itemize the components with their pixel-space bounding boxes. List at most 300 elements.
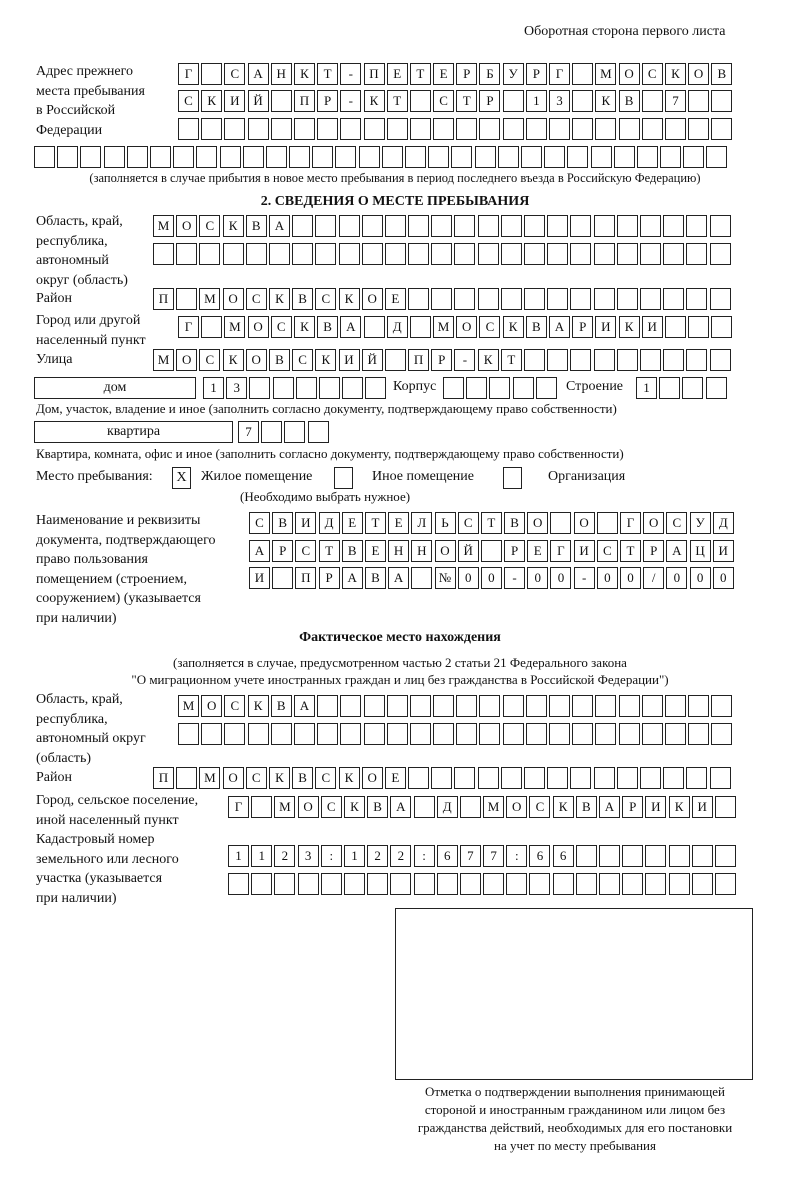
char-cell[interactable]: 1 <box>251 845 272 867</box>
char-cell[interactable]: Р <box>643 540 664 562</box>
char-cell[interactable] <box>201 723 222 745</box>
char-cell[interactable] <box>408 243 429 265</box>
char-cell[interactable] <box>501 215 522 237</box>
char-cell[interactable] <box>387 695 408 717</box>
actual-district-row[interactable] <box>153 767 733 789</box>
char-cell[interactable] <box>544 146 565 168</box>
apt-type-field[interactable]: квартира <box>34 421 233 443</box>
char-cell[interactable] <box>642 90 663 112</box>
char-cell[interactable] <box>271 118 292 140</box>
char-cell[interactable] <box>549 695 570 717</box>
char-cell[interactable]: А <box>269 215 290 237</box>
char-cell[interactable] <box>451 146 472 168</box>
char-cell[interactable]: А <box>248 63 269 85</box>
char-cell[interactable]: И <box>295 512 316 534</box>
char-cell[interactable] <box>385 243 406 265</box>
char-cell[interactable] <box>617 767 638 789</box>
char-cell[interactable]: : <box>506 845 527 867</box>
char-cell[interactable]: И <box>249 567 270 589</box>
char-cell[interactable]: П <box>408 349 429 371</box>
char-cell[interactable]: Р <box>526 63 547 85</box>
char-cell[interactable] <box>387 118 408 140</box>
char-cell[interactable]: С <box>224 695 245 717</box>
char-cell[interactable] <box>669 873 690 895</box>
char-cell[interactable]: Г <box>178 316 199 338</box>
char-cell[interactable]: У <box>503 63 524 85</box>
actual-city-row[interactable] <box>228 796 738 818</box>
char-cell[interactable] <box>479 723 500 745</box>
char-cell[interactable]: Е <box>365 540 386 562</box>
char-cell[interactable]: С <box>292 349 313 371</box>
char-cell[interactable] <box>475 146 496 168</box>
char-cell[interactable] <box>454 243 475 265</box>
char-cell[interactable]: А <box>599 796 620 818</box>
char-cell[interactable]: А <box>294 695 315 717</box>
char-cell[interactable] <box>196 146 217 168</box>
char-cell[interactable] <box>617 215 638 237</box>
char-cell[interactable]: С <box>199 349 220 371</box>
char-cell[interactable]: О <box>223 288 244 310</box>
char-cell[interactable] <box>640 288 661 310</box>
char-cell[interactable] <box>526 695 547 717</box>
char-cell[interactable] <box>454 767 475 789</box>
char-cell[interactable]: 7 <box>483 845 504 867</box>
char-cell[interactable] <box>414 796 435 818</box>
char-cell[interactable]: Р <box>319 567 340 589</box>
char-cell[interactable] <box>524 215 545 237</box>
char-cell[interactable] <box>567 146 588 168</box>
char-cell[interactable] <box>405 146 426 168</box>
char-cell[interactable]: 0 <box>620 567 641 589</box>
char-cell[interactable]: - <box>340 90 361 112</box>
char-cell[interactable]: В <box>317 316 338 338</box>
char-cell[interactable]: О <box>246 349 267 371</box>
char-cell[interactable] <box>479 118 500 140</box>
char-cell[interactable] <box>294 118 315 140</box>
char-cell[interactable]: 6 <box>529 845 550 867</box>
char-cell[interactable]: 7 <box>238 421 259 443</box>
char-cell[interactable] <box>660 146 681 168</box>
char-cell[interactable]: Р <box>622 796 643 818</box>
char-cell[interactable]: В <box>342 540 363 562</box>
char-cell[interactable]: С <box>295 540 316 562</box>
char-cell[interactable] <box>273 377 294 399</box>
char-cell[interactable]: П <box>294 90 315 112</box>
char-cell[interactable]: В <box>269 349 290 371</box>
char-cell[interactable] <box>549 118 570 140</box>
char-cell[interactable] <box>570 349 591 371</box>
char-cell[interactable]: О <box>643 512 664 534</box>
char-cell[interactable] <box>549 723 570 745</box>
char-cell[interactable]: 1 <box>344 845 365 867</box>
char-cell[interactable] <box>710 215 731 237</box>
char-cell[interactable] <box>298 873 319 895</box>
district-row[interactable] <box>153 288 733 310</box>
char-cell[interactable] <box>669 845 690 867</box>
char-cell[interactable]: С <box>246 288 267 310</box>
char-cell[interactable]: 2 <box>367 845 388 867</box>
char-cell[interactable] <box>364 118 385 140</box>
char-cell[interactable] <box>683 146 704 168</box>
char-cell[interactable] <box>289 146 310 168</box>
char-cell[interactable]: С <box>246 767 267 789</box>
char-cell[interactable]: - <box>504 567 525 589</box>
char-cell[interactable]: В <box>526 316 547 338</box>
char-cell[interactable]: Б <box>479 63 500 85</box>
char-cell[interactable] <box>513 377 534 399</box>
char-cell[interactable] <box>663 349 684 371</box>
char-cell[interactable]: В <box>619 90 640 112</box>
char-cell[interactable]: К <box>201 90 222 112</box>
char-cell[interactable] <box>431 215 452 237</box>
char-cell[interactable] <box>410 118 431 140</box>
char-cell[interactable] <box>271 90 292 112</box>
char-cell[interactable] <box>506 873 527 895</box>
char-cell[interactable] <box>390 873 411 895</box>
char-cell[interactable]: 0 <box>550 567 571 589</box>
char-cell[interactable] <box>315 243 336 265</box>
char-cell[interactable]: В <box>292 767 313 789</box>
char-cell[interactable]: М <box>595 63 616 85</box>
char-cell[interactable] <box>640 767 661 789</box>
char-cell[interactable]: Р <box>504 540 525 562</box>
char-cell[interactable] <box>292 243 313 265</box>
char-cell[interactable] <box>433 723 454 745</box>
char-cell[interactable]: А <box>666 540 687 562</box>
char-cell[interactable] <box>460 796 481 818</box>
char-cell[interactable] <box>319 377 340 399</box>
char-cell[interactable] <box>294 723 315 745</box>
char-cell[interactable] <box>686 288 707 310</box>
char-cell[interactable] <box>433 118 454 140</box>
char-cell[interactable] <box>340 118 361 140</box>
char-cell[interactable]: В <box>272 512 293 534</box>
char-cell[interactable]: А <box>390 796 411 818</box>
char-cell[interactable] <box>595 695 616 717</box>
char-cell[interactable] <box>503 695 524 717</box>
char-cell[interactable]: К <box>503 316 524 338</box>
char-cell[interactable] <box>614 146 635 168</box>
char-cell[interactable] <box>711 90 732 112</box>
char-cell[interactable]: О <box>456 316 477 338</box>
char-cell[interactable]: Т <box>620 540 641 562</box>
region-row-1[interactable] <box>153 215 733 237</box>
char-cell[interactable] <box>408 767 429 789</box>
char-cell[interactable]: Л <box>411 512 432 534</box>
char-cell[interactable] <box>576 873 597 895</box>
char-cell[interactable]: Й <box>458 540 479 562</box>
char-cell[interactable] <box>572 118 593 140</box>
char-cell[interactable]: К <box>344 796 365 818</box>
char-cell[interactable]: И <box>645 796 666 818</box>
char-cell[interactable]: Т <box>387 90 408 112</box>
char-cell[interactable]: Е <box>342 512 363 534</box>
char-cell[interactable]: 1 <box>526 90 547 112</box>
char-cell[interactable]: Е <box>388 512 409 534</box>
char-cell[interactable] <box>686 349 707 371</box>
char-cell[interactable]: № <box>435 567 456 589</box>
char-cell[interactable] <box>665 316 686 338</box>
char-cell[interactable]: 0 <box>690 567 711 589</box>
char-cell[interactable]: О <box>248 316 269 338</box>
char-cell[interactable]: И <box>692 796 713 818</box>
char-cell[interactable] <box>503 723 524 745</box>
char-cell[interactable] <box>572 63 593 85</box>
char-cell[interactable] <box>711 118 732 140</box>
prev-address-row-4[interactable] <box>34 146 730 168</box>
char-cell[interactable] <box>359 146 380 168</box>
char-cell[interactable]: А <box>249 540 270 562</box>
char-cell[interactable]: С <box>224 63 245 85</box>
char-cell[interactable]: К <box>619 316 640 338</box>
actual-region-row-2[interactable] <box>178 723 735 745</box>
char-cell[interactable] <box>335 146 356 168</box>
char-cell[interactable] <box>501 767 522 789</box>
char-cell[interactable]: К <box>294 63 315 85</box>
char-cell[interactable]: Р <box>572 316 593 338</box>
char-cell[interactable]: О <box>506 796 527 818</box>
char-cell[interactable] <box>665 723 686 745</box>
char-cell[interactable] <box>261 421 282 443</box>
char-cell[interactable] <box>498 146 519 168</box>
char-cell[interactable]: П <box>153 767 174 789</box>
char-cell[interactable]: С <box>315 767 336 789</box>
char-cell[interactable]: 0 <box>458 567 479 589</box>
char-cell[interactable] <box>251 873 272 895</box>
char-cell[interactable] <box>483 873 504 895</box>
doc-row-3[interactable] <box>249 567 736 589</box>
char-cell[interactable]: М <box>274 796 295 818</box>
char-cell[interactable]: Й <box>362 349 383 371</box>
char-cell[interactable] <box>594 767 615 789</box>
char-cell[interactable] <box>431 288 452 310</box>
char-cell[interactable] <box>688 118 709 140</box>
char-cell[interactable]: 0 <box>597 567 618 589</box>
char-cell[interactable] <box>595 118 616 140</box>
char-cell[interactable] <box>342 377 363 399</box>
char-cell[interactable]: 7 <box>665 90 686 112</box>
cadastre-row-1[interactable] <box>228 845 738 867</box>
char-cell[interactable] <box>414 873 435 895</box>
char-cell[interactable]: С <box>479 316 500 338</box>
char-cell[interactable]: О <box>176 215 197 237</box>
char-cell[interactable] <box>682 377 703 399</box>
char-cell[interactable] <box>711 723 732 745</box>
place-option-residential-checkbox[interactable]: X <box>172 467 191 489</box>
char-cell[interactable]: / <box>643 567 664 589</box>
char-cell[interactable] <box>456 723 477 745</box>
char-cell[interactable] <box>178 118 199 140</box>
char-cell[interactable] <box>428 146 449 168</box>
char-cell[interactable]: 0 <box>666 567 687 589</box>
place-option-other-checkbox[interactable] <box>334 467 353 489</box>
char-cell[interactable] <box>246 243 267 265</box>
char-cell[interactable]: Й <box>248 90 269 112</box>
char-cell[interactable] <box>367 873 388 895</box>
char-cell[interactable]: Р <box>431 349 452 371</box>
house-number-row[interactable] <box>203 377 389 399</box>
char-cell[interactable]: Г <box>549 63 570 85</box>
char-cell[interactable]: 1 <box>228 845 249 867</box>
char-cell[interactable] <box>340 723 361 745</box>
char-cell[interactable] <box>617 288 638 310</box>
char-cell[interactable]: О <box>619 63 640 85</box>
char-cell[interactable]: В <box>504 512 525 534</box>
char-cell[interactable] <box>547 767 568 789</box>
char-cell[interactable] <box>619 723 640 745</box>
char-cell[interactable] <box>454 288 475 310</box>
char-cell[interactable] <box>478 767 499 789</box>
char-cell[interactable]: О <box>298 796 319 818</box>
char-cell[interactable] <box>645 873 666 895</box>
char-cell[interactable] <box>317 695 338 717</box>
char-cell[interactable] <box>481 540 502 562</box>
char-cell[interactable]: Г <box>550 540 571 562</box>
char-cell[interactable]: А <box>340 316 361 338</box>
doc-row-1[interactable] <box>249 512 736 534</box>
char-cell[interactable] <box>251 796 272 818</box>
apt-number-row[interactable] <box>238 421 331 443</box>
char-cell[interactable]: О <box>688 63 709 85</box>
char-cell[interactable] <box>526 118 547 140</box>
char-cell[interactable] <box>622 873 643 895</box>
char-cell[interactable]: К <box>339 288 360 310</box>
char-cell[interactable]: О <box>435 540 456 562</box>
char-cell[interactable] <box>524 288 545 310</box>
char-cell[interactable] <box>706 146 727 168</box>
char-cell[interactable]: Е <box>433 63 454 85</box>
char-cell[interactable] <box>321 873 342 895</box>
char-cell[interactable] <box>637 146 658 168</box>
char-cell[interactable] <box>710 288 731 310</box>
char-cell[interactable]: У <box>690 512 711 534</box>
char-cell[interactable] <box>312 146 333 168</box>
char-cell[interactable] <box>431 243 452 265</box>
char-cell[interactable] <box>34 146 55 168</box>
char-cell[interactable] <box>153 243 174 265</box>
char-cell[interactable] <box>529 873 550 895</box>
char-cell[interactable]: Д <box>437 796 458 818</box>
char-cell[interactable]: 0 <box>481 567 502 589</box>
char-cell[interactable]: М <box>433 316 454 338</box>
char-cell[interactable]: И <box>713 540 734 562</box>
house-type-field[interactable]: дом <box>34 377 196 399</box>
char-cell[interactable]: П <box>153 288 174 310</box>
char-cell[interactable]: Е <box>385 767 406 789</box>
char-cell[interactable]: 2 <box>274 845 295 867</box>
char-cell[interactable] <box>199 243 220 265</box>
char-cell[interactable]: О <box>176 349 197 371</box>
char-cell[interactable] <box>364 316 385 338</box>
char-cell[interactable] <box>645 845 666 867</box>
char-cell[interactable]: О <box>574 512 595 534</box>
prev-address-row-2[interactable] <box>178 90 735 112</box>
char-cell[interactable] <box>80 146 101 168</box>
char-cell[interactable] <box>547 288 568 310</box>
char-cell[interactable]: Т <box>456 90 477 112</box>
char-cell[interactable] <box>591 146 612 168</box>
char-cell[interactable] <box>344 873 365 895</box>
char-cell[interactable] <box>292 215 313 237</box>
char-cell[interactable]: Т <box>319 540 340 562</box>
char-cell[interactable] <box>642 723 663 745</box>
char-cell[interactable] <box>663 243 684 265</box>
char-cell[interactable]: Е <box>527 540 548 562</box>
char-cell[interactable] <box>594 288 615 310</box>
char-cell[interactable] <box>617 349 638 371</box>
char-cell[interactable] <box>711 695 732 717</box>
char-cell[interactable] <box>266 146 287 168</box>
char-cell[interactable]: 1 <box>636 377 657 399</box>
char-cell[interactable]: - <box>454 349 475 371</box>
char-cell[interactable] <box>176 288 197 310</box>
actual-region-row-1[interactable] <box>178 695 735 717</box>
char-cell[interactable] <box>57 146 78 168</box>
char-cell[interactable]: К <box>553 796 574 818</box>
char-cell[interactable] <box>274 873 295 895</box>
char-cell[interactable] <box>710 243 731 265</box>
char-cell[interactable] <box>385 349 406 371</box>
char-cell[interactable] <box>478 215 499 237</box>
char-cell[interactable] <box>663 288 684 310</box>
char-cell[interactable] <box>715 796 736 818</box>
korpus-row[interactable] <box>443 377 559 399</box>
char-cell[interactable] <box>640 349 661 371</box>
char-cell[interactable] <box>572 723 593 745</box>
char-cell[interactable]: Ь <box>435 512 456 534</box>
char-cell[interactable] <box>503 118 524 140</box>
char-cell[interactable]: - <box>574 567 595 589</box>
char-cell[interactable]: 6 <box>553 845 574 867</box>
char-cell[interactable]: И <box>574 540 595 562</box>
char-cell[interactable] <box>619 695 640 717</box>
char-cell[interactable]: С <box>315 288 336 310</box>
char-cell[interactable]: О <box>201 695 222 717</box>
char-cell[interactable] <box>715 845 736 867</box>
char-cell[interactable] <box>362 243 383 265</box>
char-cell[interactable]: И <box>224 90 245 112</box>
char-cell[interactable] <box>710 349 731 371</box>
char-cell[interactable]: В <box>271 695 292 717</box>
char-cell[interactable]: С <box>249 512 270 534</box>
char-cell[interactable] <box>127 146 148 168</box>
char-cell[interactable]: Р <box>317 90 338 112</box>
char-cell[interactable]: С <box>271 316 292 338</box>
char-cell[interactable]: Г <box>620 512 641 534</box>
char-cell[interactable] <box>315 215 336 237</box>
char-cell[interactable] <box>692 845 713 867</box>
char-cell[interactable] <box>550 512 571 534</box>
char-cell[interactable]: К <box>595 90 616 112</box>
char-cell[interactable] <box>710 767 731 789</box>
char-cell[interactable]: 1 <box>203 377 224 399</box>
char-cell[interactable] <box>387 723 408 745</box>
char-cell[interactable] <box>201 118 222 140</box>
char-cell[interactable]: 6 <box>437 845 458 867</box>
char-cell[interactable]: Д <box>713 512 734 534</box>
char-cell[interactable] <box>665 118 686 140</box>
char-cell[interactable]: Т <box>410 63 431 85</box>
char-cell[interactable] <box>553 873 574 895</box>
char-cell[interactable] <box>663 215 684 237</box>
char-cell[interactable] <box>688 723 709 745</box>
char-cell[interactable]: Д <box>319 512 340 534</box>
char-cell[interactable] <box>176 243 197 265</box>
char-cell[interactable] <box>339 243 360 265</box>
char-cell[interactable]: А <box>549 316 570 338</box>
char-cell[interactable]: Е <box>385 288 406 310</box>
char-cell[interactable]: Р <box>272 540 293 562</box>
